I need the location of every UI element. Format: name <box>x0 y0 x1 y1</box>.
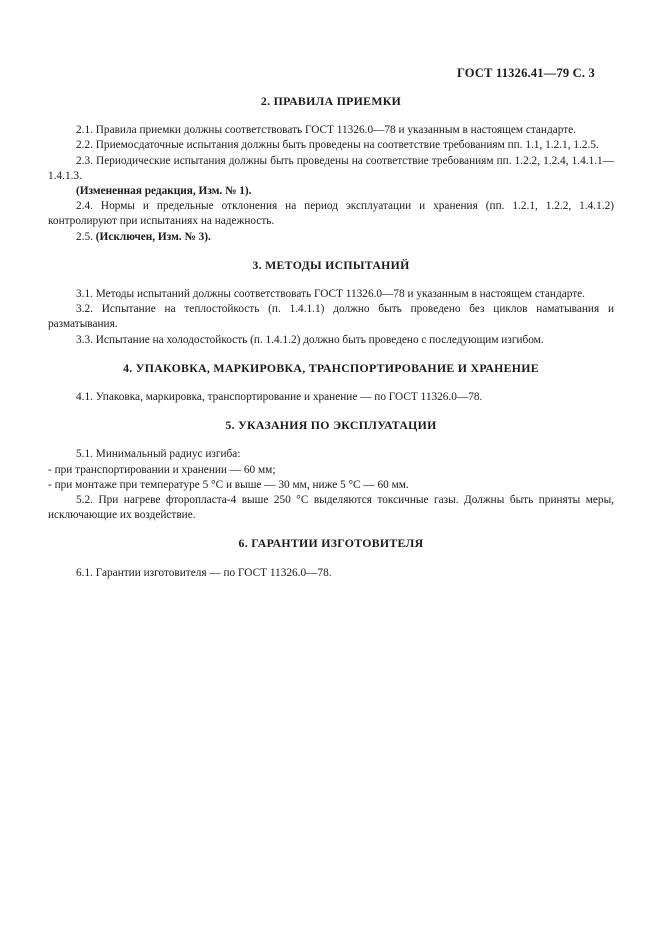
paragraph-5-2: 5.2. При нагреве фторопласта-4 выше 250 °С выделяются токсичные газы. Должны быть приняты меры, исключающие их воздействие. <box>48 494 614 522</box>
paragraph-3-3: 3.3. Испытание на холодостойкость (п. 1.4.1.2) должно быть проведено с последующим изгибом. <box>76 333 544 346</box>
amendment-note-2-3: (Измененная редакция, Изм. № 1). <box>76 185 252 198</box>
paragraph-2-3: 2.3. Периодические испытания должны быть проведены на соответствие требованиям пп. 1.2.2, 1.2.4, 1.4.1.1—1.4.1.3. <box>48 154 614 182</box>
section-title-operating-instructions: 5. УКАЗАНИЯ ПО ЭКСПЛУАТАЦИИ <box>225 418 437 433</box>
running-header: ГОСТ 11326.41—79 С. 3 <box>456 66 595 80</box>
paragraph-2-1: 2.1. Правила приемки должны соответствовать ГОСТ 11326.0—78 и указанным в настоящем стандарте. <box>76 124 577 137</box>
paragraph-2-5-number: 2.5. <box>76 230 96 243</box>
list-item-transport-radius: - при транспортировании и хранении — 60 мм; <box>48 463 276 476</box>
paragraph-3-1: 3.1. Методы испытаний должны соответствовать ГОСТ 11326.0—78 и указанным в настоящем стандарте. <box>76 288 585 301</box>
paragraph-2-4: 2.4. Нормы и предельные отклонения на период эксплуатации и хранения (пп. 1.2.1, 1.2.2, 1.4.1.2) контролируют при испытаниях на надежность. <box>48 200 614 228</box>
list-item-mounting-radius: - при монтаже при температуре 5 °С и выше — 30 мм, ниже 5 °С — 60 мм. <box>48 478 409 491</box>
section-title-manufacturer-warranty: 6. ГАРАНТИИ ИЗГОТОВИТЕЛЯ <box>238 536 424 551</box>
paragraph-2-2: 2.2. Приемосдаточные испытания должны быть проведены на соответствие требованиям пп. 1.1, 1.2.1, 1.2.5. <box>76 139 599 152</box>
section-title-packaging: 4. УПАКОВКА, МАРКИРОВКА, ТРАНСПОРТИРОВАНИЕ И ХРАНЕНИЕ <box>123 360 539 375</box>
paragraph-6-1: 6.1. Гарантии изготовителя — по ГОСТ 11326.0—78. <box>76 566 332 579</box>
paragraph-2-5 <box>48 230 614 245</box>
section-title-test-methods: 3. МЕТОДЫ ИСПЫТАНИЙ <box>252 257 410 272</box>
paragraph-3-2: 3.2. Испытание на теплостойкость (п. 1.4.1.1) должно быть проведено без циклов наматывания и разматывания. <box>48 303 614 331</box>
paragraph-2-5-excluded-note: (Исключен, Изм. № 3). <box>95 230 211 243</box>
section-title-acceptance-rules: 2. ПРАВИЛА ПРИЕМКИ <box>260 94 402 108</box>
paragraph-5-1: 5.1. Минимальный радиус изгиба: <box>76 448 241 461</box>
paragraph-4-1: 4.1. Упаковка, маркировка, транспортирование и хранение — по ГОСТ 11326.0—78. <box>76 391 483 404</box>
document-body <box>48 94 614 581</box>
